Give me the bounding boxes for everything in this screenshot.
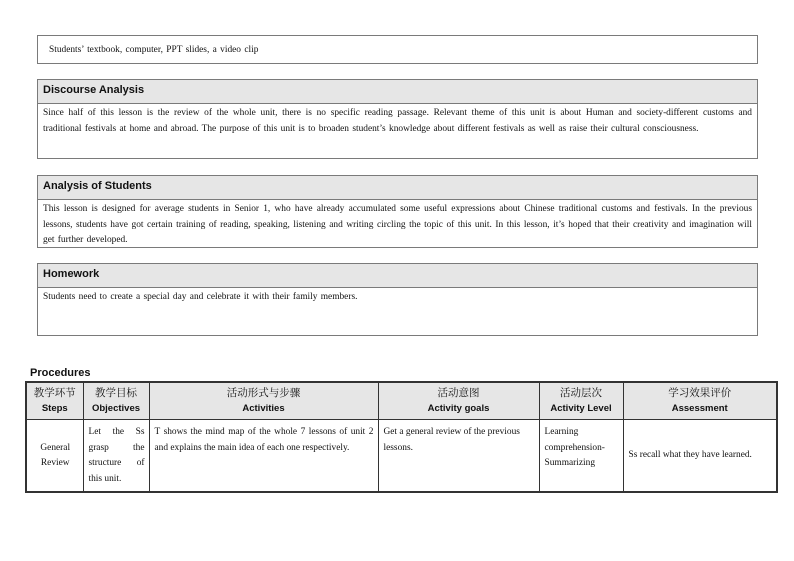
- cell-assessment: Ss recall what they have learned.: [623, 420, 777, 493]
- materials-box: [37, 35, 758, 64]
- analysis-of-students-section: [37, 175, 758, 248]
- analysis-of-students-text: This lesson is designed for average students in Senior 1, who have already accumulated some useful expressions about Chinese traditional customs and festivals. In the previous lessons, students have got certain training of reading, speaking, listening and writing circling the topic of this unit. In this lesson, it’s hoped that their creativity and imagination will get further developed.: [43, 204, 752, 245]
- header-activities: 活动形式与步骤 Activities: [149, 382, 378, 420]
- header-steps: 教学环节 Steps: [26, 382, 83, 420]
- header-assessment: 学习效果评价 Assessment: [623, 382, 777, 420]
- header-objectives: 教学目标 Objectives: [83, 382, 149, 420]
- materials-text: Students’ textbook, computer, PPT slides, a video clip: [49, 45, 259, 55]
- discourse-analysis-section: [37, 79, 758, 159]
- table-header-row: [26, 382, 777, 420]
- analysis-of-students-heading: Analysis of Students: [38, 176, 757, 200]
- table-row: [26, 420, 777, 493]
- cell-objective: Let the Ss grasp the structure of this unit.: [83, 420, 149, 493]
- header-activity-level: 活动层次 Activity Level: [539, 382, 623, 420]
- cell-activity: T shows the mind map of the whole 7 lessons of unit 2 and explains the main idea of each one respectively.: [149, 420, 378, 493]
- header-activity-goals: 活动意图 Activity goals: [378, 382, 539, 420]
- procedures-table: [25, 381, 778, 493]
- homework-section: [37, 263, 758, 336]
- homework-heading: Homework: [38, 264, 757, 288]
- homework-text: Students need to create a special day and celebrate it with their family members.: [43, 292, 358, 302]
- cell-activity-goal: Get a general review of the previous lessons.: [378, 420, 539, 493]
- cell-activity-level: Learning comprehension-Summarizing: [539, 420, 623, 493]
- discourse-analysis-text: Since half of this lesson is the review of the whole unit, there is no specific reading passage. Relevant theme of this unit is about Human and society-different customs and traditional festivals at home and abroad. The purpose of this unit is to broaden student’s knowledge about different festivals as well as raise their cultural consciousness.: [43, 108, 752, 134]
- procedures-heading: Procedures: [30, 367, 91, 379]
- discourse-analysis-heading: Discourse Analysis: [38, 80, 757, 104]
- cell-step: General Review: [26, 420, 83, 493]
